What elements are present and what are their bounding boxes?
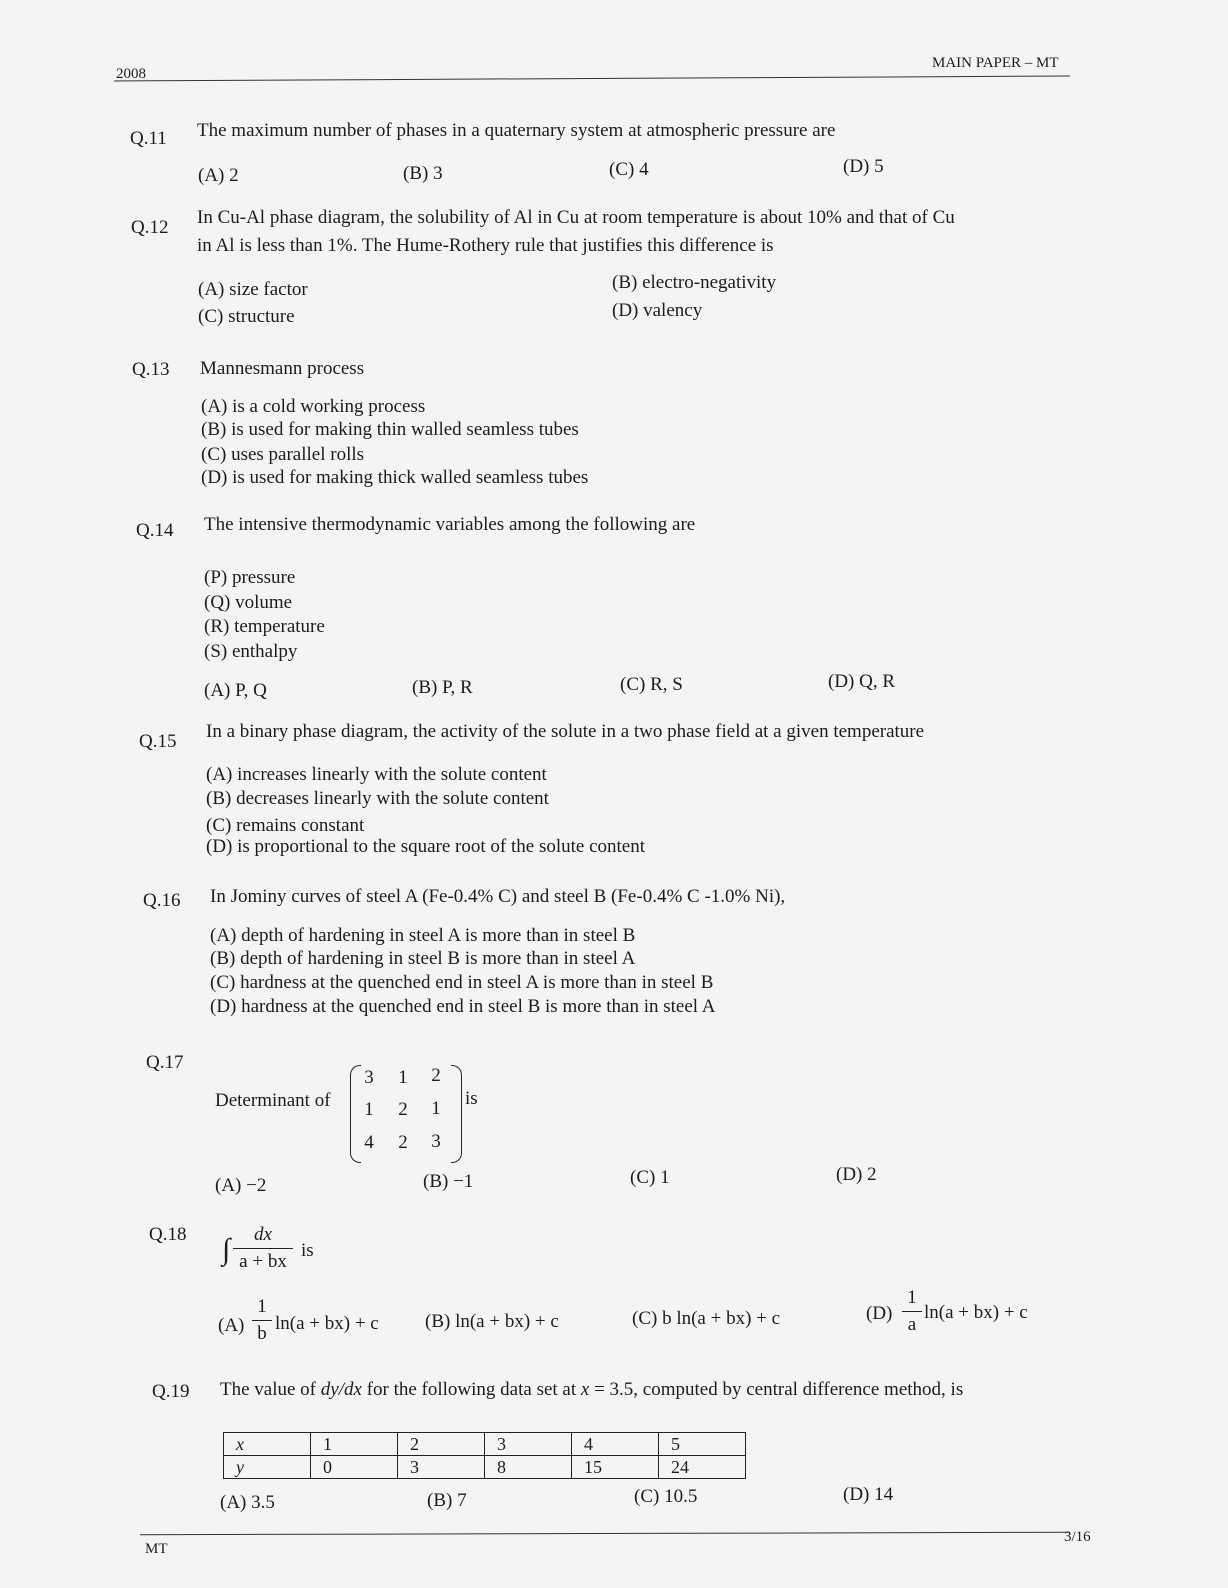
question-number: Q.16	[143, 890, 181, 911]
option-a: (A) P, Q	[204, 680, 267, 701]
option-b: (B) 7	[427, 1490, 467, 1511]
question-number: Q.19	[152, 1381, 190, 1402]
matrix-cell: 3	[364, 1067, 374, 1088]
option-d-label: (D)	[866, 1303, 893, 1324]
matrix-cell: 4	[364, 1132, 374, 1153]
page-number: 3/16	[1064, 1529, 1091, 1545]
option-d-denominator: a	[907, 1314, 917, 1335]
table-cell: x	[224, 1433, 311, 1456]
table-row-y	[224, 1456, 746, 1479]
option-a: (A) depth of hardening in steel A is more than in steel B	[210, 925, 636, 946]
option-d-fraction	[902, 1287, 922, 1336]
exam-year: 2008	[116, 66, 146, 82]
option-c: (C) R, S	[620, 674, 683, 695]
integrand-denominator: a + bx	[239, 1251, 287, 1272]
question-text-part: for the following data set at	[361, 1379, 581, 1400]
option-c: (C) hardness at the quenched end in steel A is more than in steel B	[210, 972, 714, 993]
option-b: (B) decreases linearly with the solute content	[206, 788, 549, 809]
matrix-cell: 1	[431, 1098, 441, 1119]
option-a: (A) −2	[215, 1175, 267, 1196]
question-number: Q.13	[132, 359, 170, 380]
question-text: The maximum number of phases in a quaternary system at atmospheric pressure are	[197, 120, 836, 141]
matrix-cell: 2	[431, 1065, 441, 1086]
matrix-cell: 1	[398, 1067, 408, 1088]
table-cell: 15	[572, 1456, 659, 1479]
option-c: (C) 10.5	[634, 1486, 698, 1507]
table-cell: 4	[572, 1433, 659, 1456]
question-number: Q.15	[139, 731, 177, 752]
option-d: (D) is proportional to the square root of the solute content	[206, 836, 646, 857]
question-text-derivative: dy/dx	[320, 1379, 362, 1400]
question-number: Q.17	[146, 1052, 184, 1073]
determinant-lead: Determinant of	[215, 1090, 331, 1111]
paper-title: MAIN PAPER – MT	[932, 55, 1059, 71]
statement-q: (Q) volume	[204, 592, 293, 613]
option-c: (C) uses parallel rolls	[201, 444, 365, 465]
statement-s: (S) enthalpy	[204, 641, 298, 662]
matrix-cell: 2	[398, 1132, 408, 1153]
option-a: (A) increases linearly with the solute content	[206, 764, 547, 785]
option-a: (A) size factor	[198, 279, 308, 300]
option-d-expression: ln(a + bx) + c	[924, 1302, 1028, 1323]
option-a-denominator: b	[257, 1323, 267, 1344]
option-d: (D) 5	[843, 156, 884, 177]
question-text-line-1: In Cu-Al phase diagram, the solubility of Al in Cu at room temperature is about 10% and that of Cu	[197, 207, 955, 228]
integral-sign: ∫	[222, 1233, 231, 1266]
question-number: Q.14	[136, 520, 174, 541]
option-d: (D) is used for making thick walled seamless tubes	[201, 467, 589, 488]
matrix-right-bracket	[451, 1065, 462, 1163]
table-cell: 8	[485, 1456, 572, 1479]
option-d: (D) valency	[612, 300, 703, 321]
option-a-fraction	[252, 1296, 272, 1345]
question-text: In a binary phase diagram, the activity of the solute in a two phase field at a given temperature	[206, 721, 925, 742]
option-a-label: (A)	[218, 1315, 245, 1336]
matrix-cell: 3	[431, 1131, 441, 1152]
statement-p: (P) pressure	[204, 567, 296, 588]
option-d: (D) 14	[843, 1484, 894, 1505]
question-text-line-2: in Al is less than 1%. The Hume-Rothery rule that justifies this difference is	[197, 235, 774, 256]
option-b: (B) ln(a + bx) + c	[425, 1311, 559, 1332]
question-text	[220, 1377, 963, 1402]
option-c: (C) 1	[630, 1167, 670, 1188]
table-cell: 24	[659, 1456, 746, 1479]
option-b: (B) 3	[403, 163, 443, 184]
integrand-numerator: dx	[254, 1224, 272, 1245]
option-c: (C) 4	[609, 159, 649, 180]
option-a-numerator: 1	[257, 1296, 267, 1317]
table-cell: 3	[398, 1456, 485, 1479]
option-c: (C) structure	[198, 306, 295, 327]
option-b: (B) P, R	[412, 677, 473, 698]
table-cell: 1	[311, 1433, 398, 1456]
table-cell: y	[224, 1456, 311, 1479]
question-text-variable: x	[580, 1379, 590, 1400]
option-c: (C) b ln(a + bx) + c	[632, 1308, 781, 1329]
matrix-cell: 2	[398, 1099, 408, 1120]
matrix-cell: 1	[364, 1099, 374, 1120]
question-number: Q.11	[130, 128, 167, 149]
question-text-part: = 3.5, computed by central difference method, is	[589, 1379, 964, 1400]
header-rule	[114, 75, 1070, 81]
data-table	[223, 1432, 746, 1479]
table-cell: 0	[311, 1456, 398, 1479]
question-text: The intensive thermodynamic variables among the following are	[204, 514, 696, 535]
option-c: (C) remains constant	[206, 815, 365, 836]
statement-r: (R) temperature	[204, 616, 325, 637]
question-text: Mannesmann process	[200, 358, 365, 379]
option-a: (A) 2	[198, 165, 239, 186]
table-row-x	[224, 1433, 746, 1456]
option-d: (D) Q, R	[828, 671, 896, 692]
option-b: (B) depth of hardening in steel B is more than in steel A	[210, 948, 636, 969]
option-b: (B) electro-negativity	[612, 272, 777, 293]
integrand-fraction	[233, 1224, 293, 1273]
question-number: Q.18	[149, 1224, 187, 1245]
matrix	[350, 1065, 462, 1161]
option-b: (B) −1	[423, 1171, 474, 1192]
table-cell: 5	[659, 1433, 746, 1456]
question-number: Q.12	[131, 217, 169, 238]
footer-code: MT	[145, 1541, 168, 1557]
table-cell: 2	[398, 1433, 485, 1456]
determinant-tail: is	[465, 1088, 478, 1109]
option-d: (D) 2	[836, 1164, 877, 1185]
option-a: (A) 3.5	[220, 1492, 275, 1513]
table-cell: 3	[485, 1433, 572, 1456]
option-d: (D) hardness at the quenched end in steel B is more than in steel A	[210, 996, 716, 1017]
option-d-numerator: 1	[907, 1287, 917, 1308]
option-a: (A) is a cold working process	[201, 396, 426, 417]
option-b: (B) is used for making thin walled seamless tubes	[201, 419, 579, 440]
question-text: In Jominy curves of steel A (Fe-0.4% C) and steel B (Fe-0.4% C -1.0% Ni),	[210, 886, 786, 907]
question-text-part: The value of	[220, 1379, 321, 1400]
footer-rule	[140, 1532, 1070, 1535]
integral-tail: is	[301, 1240, 314, 1261]
option-a-expression: ln(a + bx) + c	[275, 1313, 379, 1334]
